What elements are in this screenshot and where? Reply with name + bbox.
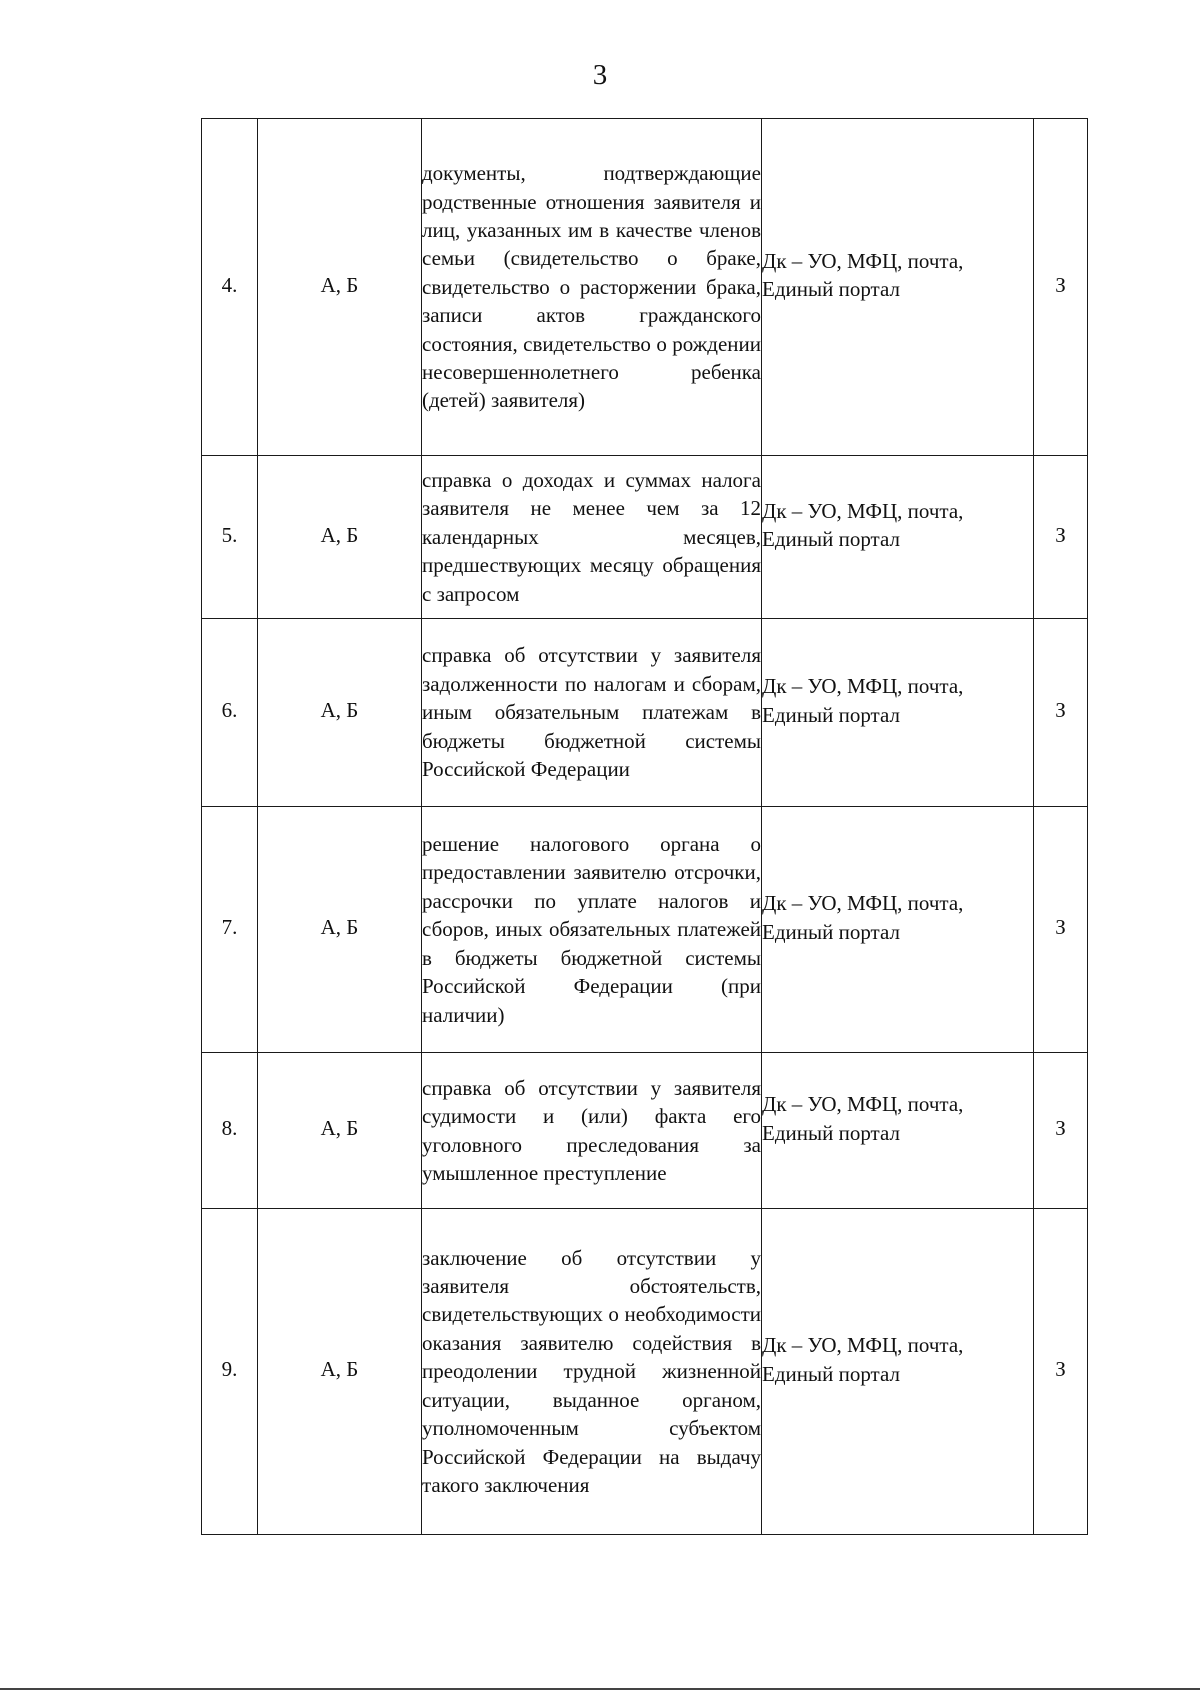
category-cell: [258, 619, 422, 807]
submission-place-cell: [762, 119, 1034, 456]
documents-table: [201, 118, 1088, 1535]
category-text: А, Б: [320, 1357, 359, 1382]
document-description: справка об отсутствии у заявителя задолженности по налогам и сборам, иным обязательным платежам в бюджеты бюджетной системы Российской Федерации: [422, 619, 762, 807]
submission-place: Дк – УО, МФЦ, почта, Единый портал: [762, 1092, 964, 1145]
table-row: [202, 807, 1088, 1053]
term-code: З: [1055, 915, 1066, 940]
document-description: заключение об отсутствии у заявителя обстоятельств, свидетельствующих о необходимости оказания заявителю содействия в преодолении трудной жизненной ситуации, выданное органом, уполномоченным субъектом Российской Федерации на выдачу такого заключения: [422, 1209, 762, 1535]
table-row: [202, 456, 1088, 619]
term-cell: [1034, 619, 1088, 807]
table-row: [202, 1053, 1088, 1209]
term-cell: [1034, 1053, 1088, 1209]
category-cell: [258, 456, 422, 619]
row-number-cell: [202, 807, 258, 1053]
submission-place: Дк – УО, МФЦ, почта, Единый портал: [762, 1333, 964, 1386]
submission-place: Дк – УО, МФЦ, почта, Единый портал: [762, 248, 964, 301]
category-cell: [258, 119, 422, 456]
table-row: [202, 619, 1088, 807]
row-number: 4.: [221, 272, 238, 297]
submission-place-cell: [762, 1053, 1034, 1209]
term-code: З: [1055, 1357, 1066, 1382]
term-cell: [1034, 1209, 1088, 1535]
term-cell: [1034, 119, 1088, 456]
document-description: документы, подтверждающие родственные отношения заявителя и лиц, указанных им в качестве членов семьи (свидетельство о браке, свидетельство о расторжении брака, записи актов гражданского состояния, свидетельство о рождении несовершеннолетнего ребенка (детей) заявителя): [422, 119, 762, 456]
term-code: З: [1055, 698, 1066, 723]
category-text: А, Б: [320, 915, 359, 940]
category-text: А, Б: [320, 522, 359, 547]
row-number-cell: [202, 119, 258, 456]
term-code: З: [1055, 522, 1066, 547]
document-description: решение налогового органа о предоставлении заявителю отсрочки, рассрочки по уплате налогов и сборов, иных обязательных платежей в бюджеты бюджетной системы Российской Федерации (при наличии): [422, 807, 762, 1053]
document-description: справка о доходах и суммах налога заявителя не менее чем за 12 календарных месяцев, предшествующих месяцу обращения с запросом: [422, 456, 762, 619]
category-cell: [258, 1209, 422, 1535]
submission-place-cell: [762, 456, 1034, 619]
row-number-cell: [202, 456, 258, 619]
submission-place-cell: [762, 807, 1034, 1053]
row-number-cell: [202, 1209, 258, 1535]
page-number: 3: [592, 59, 608, 91]
row-number: 8.: [221, 1116, 238, 1141]
row-number-cell: [202, 619, 258, 807]
category-text: А, Б: [320, 1116, 359, 1141]
term-code: З: [1055, 1116, 1066, 1141]
submission-place: Дк – УО, МФЦ, почта, Единый портал: [762, 674, 964, 727]
page-bottom-rule: [0, 1688, 1200, 1690]
term-cell: [1034, 456, 1088, 619]
submission-place: Дк – УО, МФЦ, почта, Единый портал: [762, 891, 964, 944]
term-cell: [1034, 807, 1088, 1053]
submission-place: Дк – УО, МФЦ, почта, Единый портал: [762, 498, 964, 551]
row-number: 9.: [221, 1357, 238, 1382]
row-number: 7.: [221, 915, 238, 940]
table-row: [202, 1209, 1088, 1535]
category-cell: [258, 1053, 422, 1209]
document-description: справка об отсутствии у заявителя судимости и (или) факта его уголовного преследования за умышленное преступление: [422, 1053, 762, 1209]
row-number: 6.: [221, 698, 238, 723]
submission-place-cell: [762, 619, 1034, 807]
row-number: 5.: [221, 522, 238, 547]
category-cell: [258, 807, 422, 1053]
submission-place-cell: [762, 1209, 1034, 1535]
row-number-cell: [202, 1053, 258, 1209]
category-text: А, Б: [320, 272, 359, 297]
term-code: З: [1055, 272, 1066, 297]
category-text: А, Б: [320, 698, 359, 723]
table-row: [202, 119, 1088, 456]
